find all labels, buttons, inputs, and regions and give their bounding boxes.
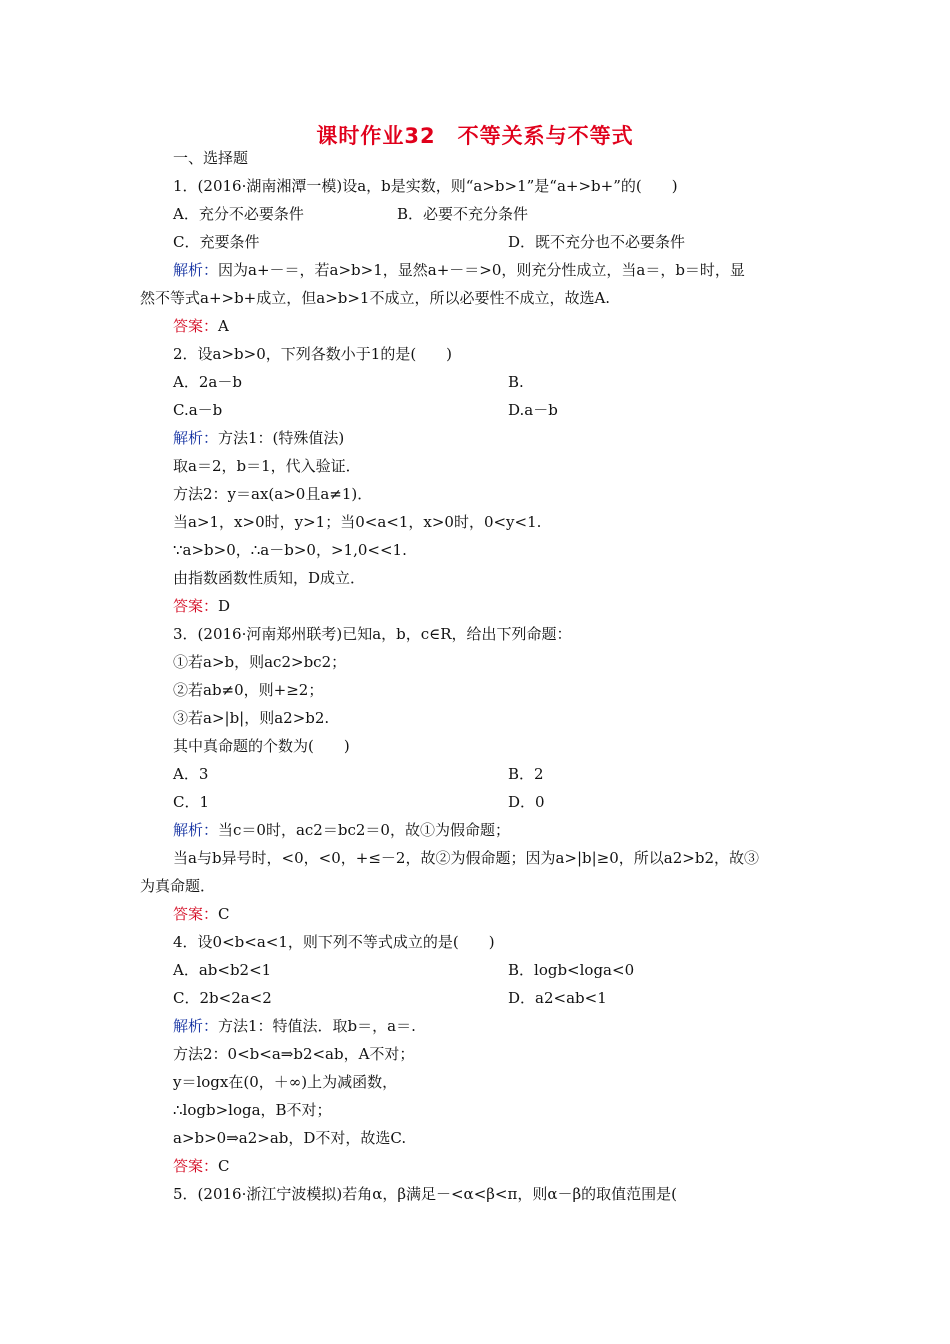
q4-analysis-line-5: a>b>0⇒a2>ab，D不对，故选C. xyxy=(173,1129,407,1147)
q2-analysis xyxy=(173,427,344,449)
q2-analysis-line-5: ∵a>b>0，∴a－b>0，>1,0<<1. xyxy=(173,541,407,559)
q2-analysis-line-4: 当a>1，x>0时，y>1；当0<a<1，x>0时，0<y<1. xyxy=(173,513,542,531)
section-heading: 一、选择题 xyxy=(173,149,249,167)
q2-option-a: A．2a－b xyxy=(173,373,242,391)
q3-proposition-2: ②若ab≠0，则+≥2； xyxy=(173,681,324,699)
q2-answer xyxy=(173,595,230,617)
q3-analysis-text: 当c＝0时，ac2＝bc2＝0，故①为假命题； xyxy=(218,821,510,839)
q3-analysis xyxy=(173,819,510,841)
q1-option-d: D．既不充分也不必要条件 xyxy=(508,233,686,251)
question-5-stem: 5．(2016·浙江宁波模拟)若角α，β满足－<α<β<π，则α－β的取值范围是( xyxy=(173,1185,678,1203)
q3-option-a: A．3 xyxy=(173,765,209,783)
q4-analysis xyxy=(173,1015,416,1037)
q3-analysis-line-3: 为真命题． xyxy=(140,877,216,895)
q4-analysis-line-3: y＝logx在(0，＋∞)上为减函数， xyxy=(173,1073,398,1091)
q2-analysis-line-3: 方法2：y＝ax(a>0且a≠1)． xyxy=(173,485,373,503)
q4-answer-value: C xyxy=(218,1157,230,1175)
q2-answer-value: D xyxy=(218,597,231,615)
q1-option-b: B．必要不充分条件 xyxy=(397,205,529,223)
q3-analysis-line-2: 当a与b异号时，<0，<0，+≤－2，故②为假命题；因为a>|b|≥0，所以a2>b2，故③ xyxy=(173,849,759,867)
analysis-label: 解析： xyxy=(173,1017,219,1035)
q2-option-d: D.a－b xyxy=(508,401,558,419)
question-4-stem: 4．设0<b<a<1，则下列不等式成立的是( ) xyxy=(173,933,495,951)
q1-analysis xyxy=(173,259,745,281)
q3-option-d: D．0 xyxy=(508,793,545,811)
answer-label: 答案： xyxy=(173,317,219,335)
q3-ask: 其中真命题的个数为( ) xyxy=(173,737,350,755)
q4-analysis-line-2: 方法2：0<b<a⇒b2<ab，A不对； xyxy=(173,1045,415,1063)
q1-analysis-text: 因为a+－＝，若a>b>1，显然a+－＝>0，则充分性成立，当a＝，b＝时，显 xyxy=(218,261,745,279)
q1-answer xyxy=(173,315,229,337)
q4-analysis-line-4: ∴logb>loga，B不对； xyxy=(173,1101,332,1119)
q3-option-b: B．2 xyxy=(508,765,544,783)
q4-option-b: B．logb<loga<0 xyxy=(508,961,635,979)
q3-answer xyxy=(173,903,230,925)
q2-analysis-text: 方法1：(特殊值法) xyxy=(218,429,345,447)
q2-analysis-line-2: 取a＝2，b＝1，代入验证． xyxy=(173,457,361,475)
page-title: 课时作业32 不等关系与不等式 xyxy=(316,124,634,148)
q2-option-b: B. xyxy=(508,373,524,391)
question-2-stem: 2．设a>b>0，下列各数小于1的是( ) xyxy=(173,345,453,363)
q4-option-a: A．ab<b2<1 xyxy=(173,961,272,979)
q1-option-c: C．充要条件 xyxy=(173,233,260,251)
q3-proposition-3: ③若a>|b|，则a2>b2. xyxy=(173,709,330,727)
q4-option-c: C．2b<2a<2 xyxy=(173,989,272,1007)
answer-label: 答案： xyxy=(173,1157,219,1175)
q3-proposition-1: ①若a>b，则ac2>bc2； xyxy=(173,653,347,671)
q4-option-d: D．a2<ab<1 xyxy=(508,989,607,1007)
q1-answer-value: A xyxy=(218,317,229,335)
q2-option-c: C.a－b xyxy=(173,401,223,419)
analysis-label: 解析： xyxy=(173,821,219,839)
analysis-label: 解析： xyxy=(173,429,219,447)
answer-label: 答案： xyxy=(173,597,219,615)
q4-analysis-text: 方法1：特值法．取b＝，a＝. xyxy=(218,1017,416,1035)
q1-option-a: A．充分不必要条件 xyxy=(173,205,304,223)
q1-analysis-cont: 然不等式a+>b+成立，但a>b>1不成立，所以必要性不成立，故选A. xyxy=(140,289,611,307)
q3-answer-value: C xyxy=(218,905,230,923)
q3-option-c: C．1 xyxy=(173,793,210,811)
question-3-stem: 3．(2016·河南郑州联考)已知a，b，c∈R，给出下列命题： xyxy=(173,625,572,643)
question-1-stem: 1．(2016·湖南湘潭一模)设a，b是实数，则“a>b>1”是“a+>b+”的( ) xyxy=(173,177,678,195)
answer-label: 答案： xyxy=(173,905,219,923)
q2-analysis-line-6: 由指数函数性质知，D成立． xyxy=(173,569,366,587)
q4-answer xyxy=(173,1155,230,1177)
analysis-label: 解析： xyxy=(173,261,219,279)
